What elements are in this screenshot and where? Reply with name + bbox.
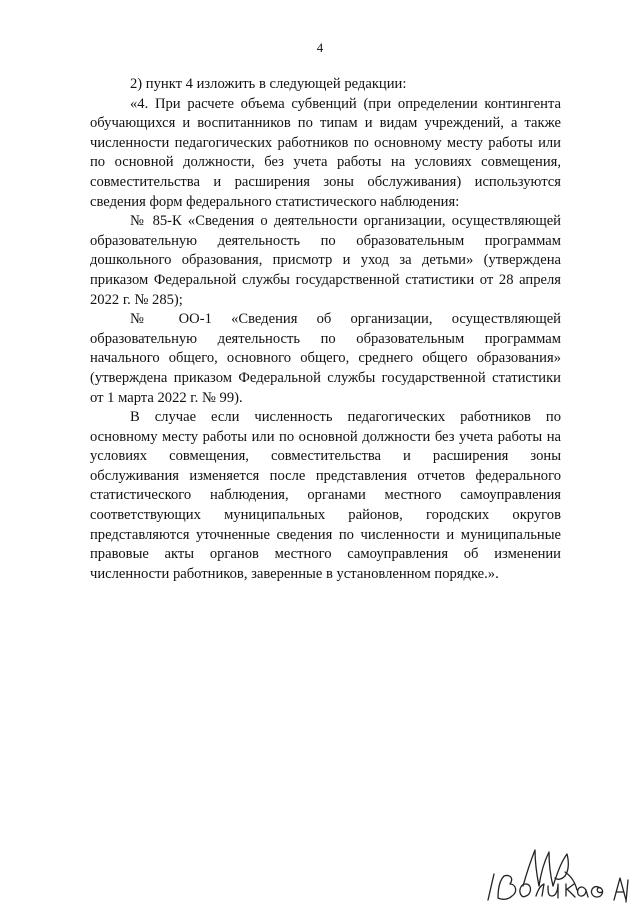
paragraph-point-4: «4. При расчете объема субвенций (при определении контингента обучающихся и воспитанников по типам и видам учреждений, а также численности педагогических работников по основному месту работы или по основной должности, без учета работы на условиях совмещения, совместительства и расширения зоны обслуживания) используются сведения форм федерального статистического наблюдения:	[90, 95, 561, 210]
page-number: 4	[316, 40, 324, 55]
signature-handwritten-name	[482, 870, 632, 904]
document-body	[90, 75, 561, 584]
paragraph-amendment-intro: 2) пункт 4 изложить в следующей редакции:	[130, 76, 407, 92]
paragraph-form-oo1: № ОО-1 «Сведения об организации, осуществляющей образовательную деятельность по образовательным программам начального общего, основного общего, среднего общего образования» (утверждена приказом Федеральной службы государственной статистики от 1 марта 2022 г. № 99).	[90, 311, 561, 406]
paragraph-form-85k: № 85-К «Сведения о деятельности организации, осуществляющей образовательную деятельность по образовательным программам дошкольного образования, присмотр и уход за детьми» (утверждена приказом Федеральной службы государственной статистики от 28 апреля 2022 г. № 285);	[90, 213, 561, 308]
paragraph-staff-change: В случае если численность педагогических работников по основному месту работы или по основной должности без учета работы на условиях совмещения, совместительства и расширения зоны обслуживания изменяется после представления отчетов федерального статистического наблюдения, органами местного самоуправления соответствующих муниципальных районов, городских округов представляются уточненные сведения по численности и муниципальные правовые акты органов местного самоуправления об изменении численности работников, заверенные в установленном порядке.».	[90, 409, 561, 582]
